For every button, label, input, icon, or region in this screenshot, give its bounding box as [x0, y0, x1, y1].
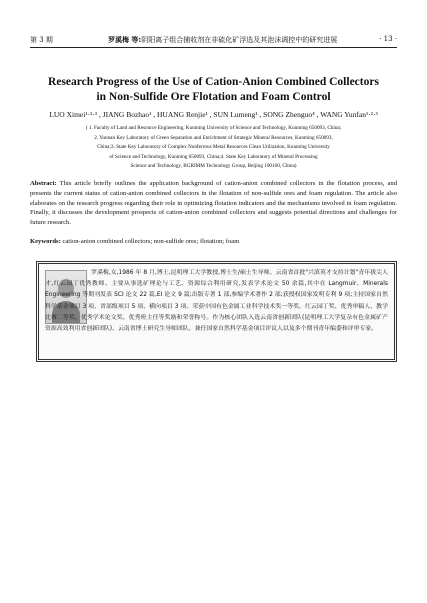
issue-number: 第 3 期: [30, 36, 53, 44]
affiliations: [40, 124, 387, 172]
affiliation-line: of Science and Technology, Kunming 650093, China;4. State Key Laboratory of Mineral Processing: [109, 153, 318, 160]
abstract: [30, 179, 397, 228]
running-title: [108, 35, 349, 45]
title-line-1: Research Progress of the Use of Cation-Anion Combined Collectors: [48, 76, 379, 88]
author-list: LUO Ximei¹·²·³ , JIANG Bozhao¹ , HUANG Renjie¹ , SUN Lumeng¹ , SONG Zhenguo⁴ , WANG Yunfan¹·²·³: [49, 110, 378, 119]
affiliation-line: ( 1. Faculty of Land and Resource Engineering, Kunming University of Science and Technology, Kunming 650093, China;: [85, 125, 342, 131]
author-bio-box: [36, 261, 397, 362]
keywords: [30, 237, 397, 246]
affiliation-line: Science and Technology, BGRIMM Technology Group, Beijing 100160, China): [130, 163, 297, 170]
title-line-2: in Non-Sulfide Ore Flotation and Foam Control: [96, 91, 331, 103]
header-rule: [30, 47, 397, 48]
running-authors: 罗溪梅 等:: [108, 36, 142, 44]
affiliation-line: China;3. State Key Laboratory of Complex Nonferrous Metal Resources Clean Utilization, Kunming University: [97, 144, 330, 151]
page-number: · 13 ·: [379, 35, 397, 43]
keywords-label: Keywords:: [30, 238, 61, 245]
author-bio-text: 罗溪梅,女,1986 年 8 月,博士,昆明理工大学教授,博士生/硕士生导师。云南省首批"兴滇英才支持计划"青年拔尖人才,红云园丁优秀教师。主要从事选矿理论与工艺、资源综合利用研究,发表学术论文 50 余篇,其中在 Langmuir、Minerals Engineering 等期刊发表 SCI 论文 22 篇,EI 论文 9 篇;出版专著 1 部,参编学术著作 2 部;获授权国家发明专利 9 项;主持国家自然科学基金项目 3 项、省部级项目 5 项、横向项目 3 项。荣获中国有色金属工业科学技术奖一等奖、红云园丁奖、优秀审稿人、教学比赛二等奖、优秀学术论文奖、优秀班主任等奖励和荣誉称号。作为核心团队入选云南省创新团队(昆明理工大学复杂有色金属矿产资源高效利用省创新团队)、云南省博士研究生导师团队。兼任国家自然科学基金项目评议人以及多个期刊青年编委和评审专家。: [45, 270, 388, 333]
abstract-label: Abstract:: [30, 180, 57, 187]
article-title: [30, 75, 397, 105]
running-header: [30, 33, 397, 47]
abstract-text: This article briefly outlines the application background of cation-anion combined collectors in the flotation process, and presents the current status of cation-anion combined collectors in the flotation of non-sulfide ores and foam regulation. The article also elaborates on the research progress regarding their role in optimizing flotation indicators and the mechanisms involved in foam regulation. Finally, it discusses the development prospects of cation-anion combined collectors and suggests potential directions and challenges for future research.: [30, 180, 398, 227]
running-title-text: 阴阳离子组合捕收剂在非硫化矿浮选及其泡沫调控中的研究进展: [141, 36, 338, 44]
keywords-text: cation-anion combined collectors; non-sulfide ores; flotation; foam: [62, 238, 240, 245]
affiliation-line: 2. Yunnan Key Laboratory of Green Separation and Enrichment of Strategic Mineral Resources, Kunming 650093,: [94, 134, 333, 141]
